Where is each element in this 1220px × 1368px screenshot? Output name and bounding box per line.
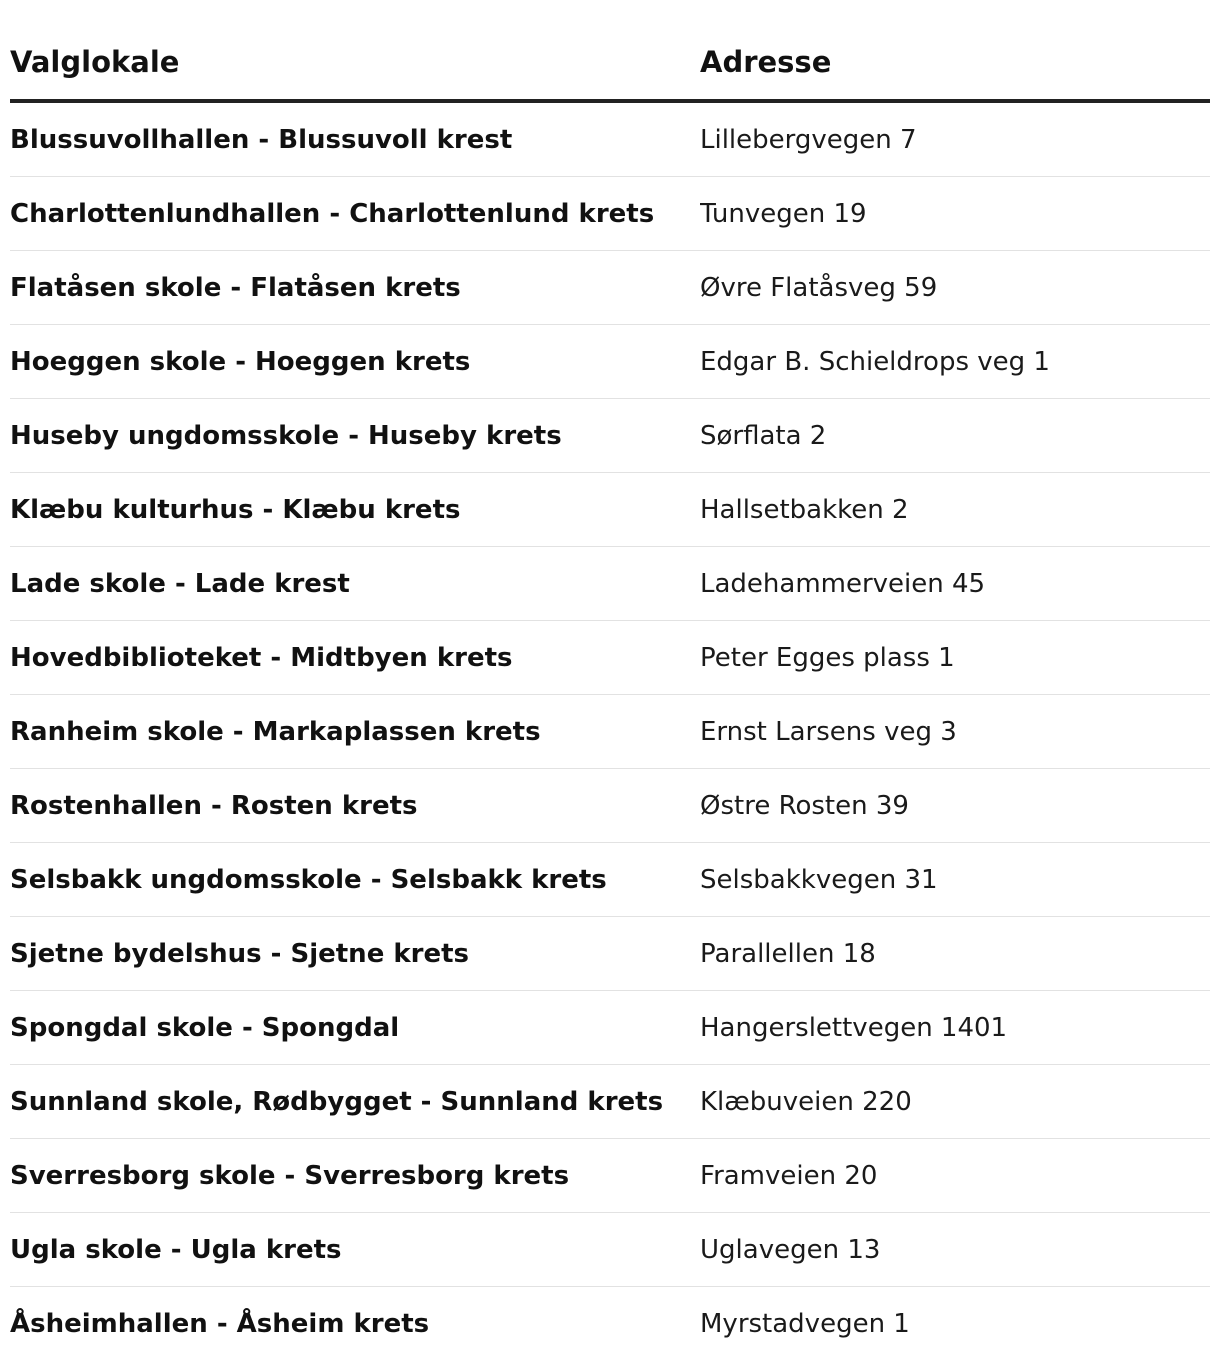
address-cell: Tunvegen 19 (700, 177, 1210, 251)
table-row (10, 1287, 1210, 1361)
table-row (10, 621, 1210, 695)
location-cell: Huseby ungdomsskole - Huseby krets (10, 399, 700, 473)
location-cell: Klæbu kulturhus - Klæbu krets (10, 473, 700, 547)
address-cell: Klæbuveien 220 (700, 1065, 1210, 1139)
location-cell: Charlottenlundhallen - Charlottenlund krets (10, 177, 700, 251)
table-row (10, 399, 1210, 473)
location-cell: Selsbakk ungdomsskole - Selsbakk krets (10, 843, 700, 917)
address-cell: Lillebergvegen 7 (700, 101, 1210, 177)
address-cell: Myrstadvegen 1 (700, 1308, 910, 1339)
table-row (10, 547, 1210, 621)
address-cell: Hallsetbakken 2 (700, 473, 1210, 547)
column-header-location-label: Valglokale (10, 45, 180, 79)
address-cell: Peter Egges plass 1 (700, 621, 1210, 695)
column-header-address-label: Adresse (700, 45, 832, 79)
polling-stations-table (10, 0, 1210, 1360)
table-row (10, 325, 1210, 399)
table-row (10, 843, 1210, 917)
column-header-location (10, 0, 700, 101)
address-cell: Selsbakkvegen 31 (700, 843, 1210, 917)
column-header-address (700, 0, 1210, 101)
table-row (10, 917, 1210, 991)
table-row (10, 177, 1210, 251)
table-row (10, 473, 1210, 547)
location-cell: Blussuvollhallen - Blussuvoll krest (10, 101, 700, 177)
location-cell: Sunnland skole, Rødbygget - Sunnland krets (10, 1065, 700, 1139)
address-cell: Edgar B. Schieldrops veg 1 (700, 325, 1210, 399)
table-row (10, 769, 1210, 843)
table-row (10, 101, 1210, 177)
location-cell: Sjetne bydelshus - Sjetne krets (10, 917, 700, 991)
location-cell: Ugla skole - Ugla krets (10, 1213, 700, 1287)
polling-stations-table-container (10, 0, 1210, 1360)
address-cell: Øvre Flatåsveg 59 (700, 251, 1210, 325)
location-cell: Lade skole - Lade krest (10, 547, 700, 621)
table-row (10, 1213, 1210, 1287)
address-cell: Ernst Larsens veg 3 (700, 695, 1210, 769)
address-cell: Framveien 20 (700, 1139, 1210, 1213)
table-row (10, 1139, 1210, 1213)
address-cell: Sørflata 2 (700, 399, 1210, 473)
address-cell: Hangerslettvegen 1401 (700, 991, 1210, 1065)
location-cell: Ranheim skole - Markaplassen krets (10, 695, 700, 769)
table-row (10, 1065, 1210, 1139)
address-cell: Østre Rosten 39 (700, 769, 1210, 843)
address-cell: Uglavegen 13 (700, 1213, 1210, 1287)
table-row (10, 695, 1210, 769)
table-row (10, 251, 1210, 325)
table-row (10, 991, 1210, 1065)
location-cell: Hoeggen skole - Hoeggen krets (10, 325, 700, 399)
address-cell: Parallellen 18 (700, 917, 1210, 991)
table-body (10, 101, 1210, 1360)
location-cell: Spongdal skole - Spongdal (10, 991, 700, 1065)
location-cell: Sverresborg skole - Sverresborg krets (10, 1139, 700, 1213)
header-row (10, 0, 1210, 101)
location-cell: Flatåsen skole - Flatåsen krets (10, 251, 700, 325)
location-cell: Rostenhallen - Rosten krets (10, 769, 700, 843)
table-header (10, 0, 1210, 101)
address-cell: Ladehammerveien 45 (700, 547, 1210, 621)
location-cell: Hovedbiblioteket - Midtbyen krets (10, 621, 700, 695)
location-cell: Åsheimhallen - Åsheim krets (10, 1308, 430, 1339)
